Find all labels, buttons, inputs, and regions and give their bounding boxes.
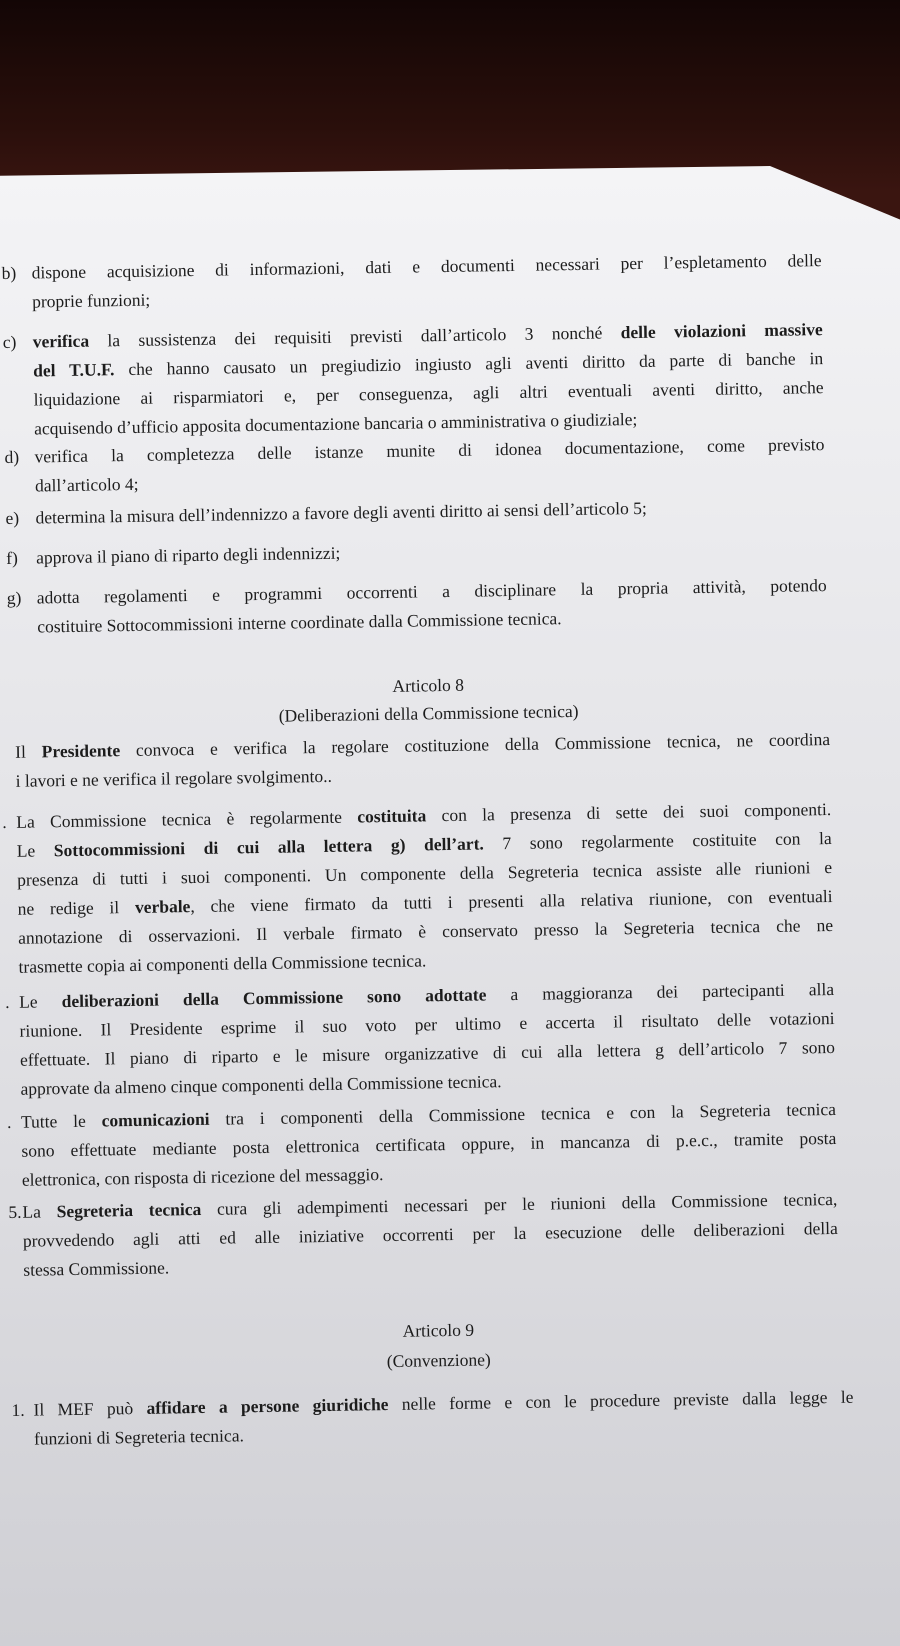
text-run: Il — [15, 741, 42, 762]
text-line — [35, 474, 139, 497]
text-run: verifica la completezza delle istanze munite di idonea documentazione, come previsto — [34, 434, 825, 467]
text-line — [21, 1128, 836, 1162]
bold-run: verifica — [32, 330, 90, 352]
item-label: c) — [2, 331, 17, 352]
text-line — [15, 729, 830, 763]
bold-run: del T.U.F. — [33, 359, 115, 381]
article-9-heading: Articolo 9 — [402, 1319, 475, 1341]
text-run: Il MEF può — [33, 1397, 147, 1420]
bold-run: Sottocommissioni di cui alla lettera g) dell’art. — [53, 833, 484, 861]
text-line — [35, 498, 647, 529]
text-line — [22, 1164, 384, 1191]
bold-run: comunicazioni — [101, 1108, 210, 1131]
text-line — [15, 766, 332, 792]
text-run: effettuate. Il piano di riparto e le misure organizzative di cui alla lettera g dell’articolo 7 sono — [19, 1036, 836, 1070]
text-line — [18, 950, 426, 977]
text-run: dall’articolo 4; — [34, 473, 139, 496]
text-run: annotazione di osservazioni. Il verbale firmato è conservato presso la Segreteria tecnica che ne — [17, 915, 834, 948]
text-run: proprie funzioni; — [31, 289, 151, 312]
text-run: convoca e verifica la regolare costituzione della Commissione tecnica, ne coordina — [119, 729, 831, 761]
text-line — [23, 1218, 838, 1252]
item-label: . — [4, 991, 10, 1013]
text-run: Le — [18, 991, 62, 1012]
text-run: a maggioranza dei partecipanti alla — [486, 978, 835, 1005]
text-run: determina la misura dell’indennizzo a favore degli aventi diritto ai sensi dell’articolo 5; — [35, 497, 647, 528]
bold-run: deliberazioni della Commissione sono adottate — [61, 984, 487, 1012]
text-run: elettronica, con risposta di ricezione del messaggio. — [21, 1164, 384, 1190]
text-line — [34, 434, 824, 467]
text-run: trasmette copia ai componenti della Commissione tecnica. — [18, 950, 427, 977]
article-9-subheading: (Convenzione) — [386, 1349, 491, 1372]
text-run: cura gli adempimenti necessari per le riunioni della Commissione tecnica, — [201, 1188, 838, 1219]
text-line — [23, 1257, 169, 1280]
bold-run: Segreteria tecnica — [56, 1198, 202, 1222]
item-label: . — [6, 1111, 12, 1132]
text-line — [20, 1071, 501, 1100]
text-line — [16, 799, 831, 833]
item-label: d) — [4, 446, 20, 467]
text-run: costituire Sottocommissioni interne coordinate dalla Commissione tecnica. — [37, 608, 562, 637]
text-run: 7 sono regolarmente costituite con la — [483, 828, 832, 854]
text-run: riunione. Il Presidente esprime il suo voto per ultimo e accerta il risultato delle votazioni — [19, 1007, 835, 1041]
text-line — [37, 575, 827, 608]
text-run: i lavori e ne verifica il regolare svolgimento.. — [15, 765, 333, 791]
text-line — [19, 1008, 834, 1042]
text-line — [33, 319, 823, 352]
item-label: e) — [5, 507, 20, 528]
text-line — [37, 608, 562, 637]
text-run: approvate da almeno cinque componenti della Commissione tecnica. — [20, 1071, 502, 1099]
text-line — [21, 1099, 836, 1133]
text-run: Le — [16, 840, 54, 861]
item-label: f) — [5, 547, 18, 568]
text-line — [18, 915, 833, 949]
item-label: 5. — [8, 1201, 22, 1222]
text-run: La — [22, 1201, 57, 1222]
item-label: 1. — [11, 1399, 25, 1420]
text-run: con la presenza di sette dei suoi componenti. — [426, 799, 832, 826]
article-8-subheading: (Deliberazioni della Commissione tecnica) — [278, 700, 579, 726]
item-label: b) — [1, 262, 17, 283]
text-run: ne redige il — [17, 896, 136, 919]
text-run: tra i componenti della Commissione tecnica e con la Segreteria tecnica — [209, 1098, 837, 1129]
text-line — [17, 857, 832, 891]
text-run: stessa Commissione. — [23, 1257, 170, 1280]
text-line — [34, 377, 824, 410]
bold-run: costituita — [357, 805, 427, 827]
text-line — [22, 1189, 837, 1223]
text-line — [19, 979, 834, 1013]
text-line — [33, 1387, 853, 1421]
text-line — [33, 348, 823, 381]
bold-run: Presidente — [41, 740, 121, 762]
text-run: , che viene firmato da tutti i presenti alla relativa riunione, con eventuali — [190, 886, 833, 917]
text-run: la sussistenza dei requisiti previsti dall’articolo 3 nonché — [88, 322, 621, 351]
bold-run: delle violazioni massive — [620, 319, 823, 343]
text-run: adotta regolamenti e programmi occorrenti a disciplinare la propria attività, potendo — [36, 575, 827, 608]
text-line — [34, 409, 637, 439]
text-run: Tutte le — [20, 1110, 102, 1132]
text-line — [32, 250, 822, 283]
text-run: approva il piano di riparto degli indennizzi; — [35, 542, 341, 568]
text-line — [34, 1425, 244, 1449]
text-run: sono effettuate mediante posta elettronica certificata oppure, in mancanza di p.e.c., tramite posta — [21, 1127, 837, 1161]
text-run: acquisendo d’ufficio apposita documentazione bancaria o amministrativa o giudiziale; — [33, 409, 638, 439]
text-line — [20, 1037, 835, 1071]
article-8-heading: Articolo 8 — [392, 674, 465, 696]
item-label: . — [2, 811, 7, 833]
text-line — [17, 886, 832, 920]
text-run: presenza di tutti i suoi componenti. Un componente della Segreteria tecnica assiste alle riunioni e — [17, 857, 833, 890]
text-run: nelle forme e con le procedure previste dalla legge le — [388, 1386, 854, 1415]
bold-run: affidare a persone giuridiche — [146, 1394, 389, 1418]
text-run: La Commissione tecnica è regolarmente — [16, 806, 358, 832]
text-line — [17, 828, 832, 862]
text-run: provvedendo agli atti ed alle iniziative occorrenti per la esecuzione delle deliberazioni della — [22, 1217, 838, 1251]
bold-run: verbale — [134, 896, 191, 917]
text-run: liquidazione ai risparmiatori e, per conseguenza, agli altri eventuali aventi diritto, anche — [33, 377, 824, 410]
text-line — [32, 290, 150, 313]
item-label: g) — [6, 587, 22, 608]
text-run: che hanno causato un pregiudizio ingiusto agli aventi diritto da parte di banche in — [114, 348, 824, 380]
text-run: funzioni di Segreteria tecnica. — [33, 1425, 245, 1449]
text-run: dispone acquisizione di informazioni, dati e documenti necessari per l’espletamento delle — [31, 250, 822, 283]
text-line — [36, 543, 341, 569]
